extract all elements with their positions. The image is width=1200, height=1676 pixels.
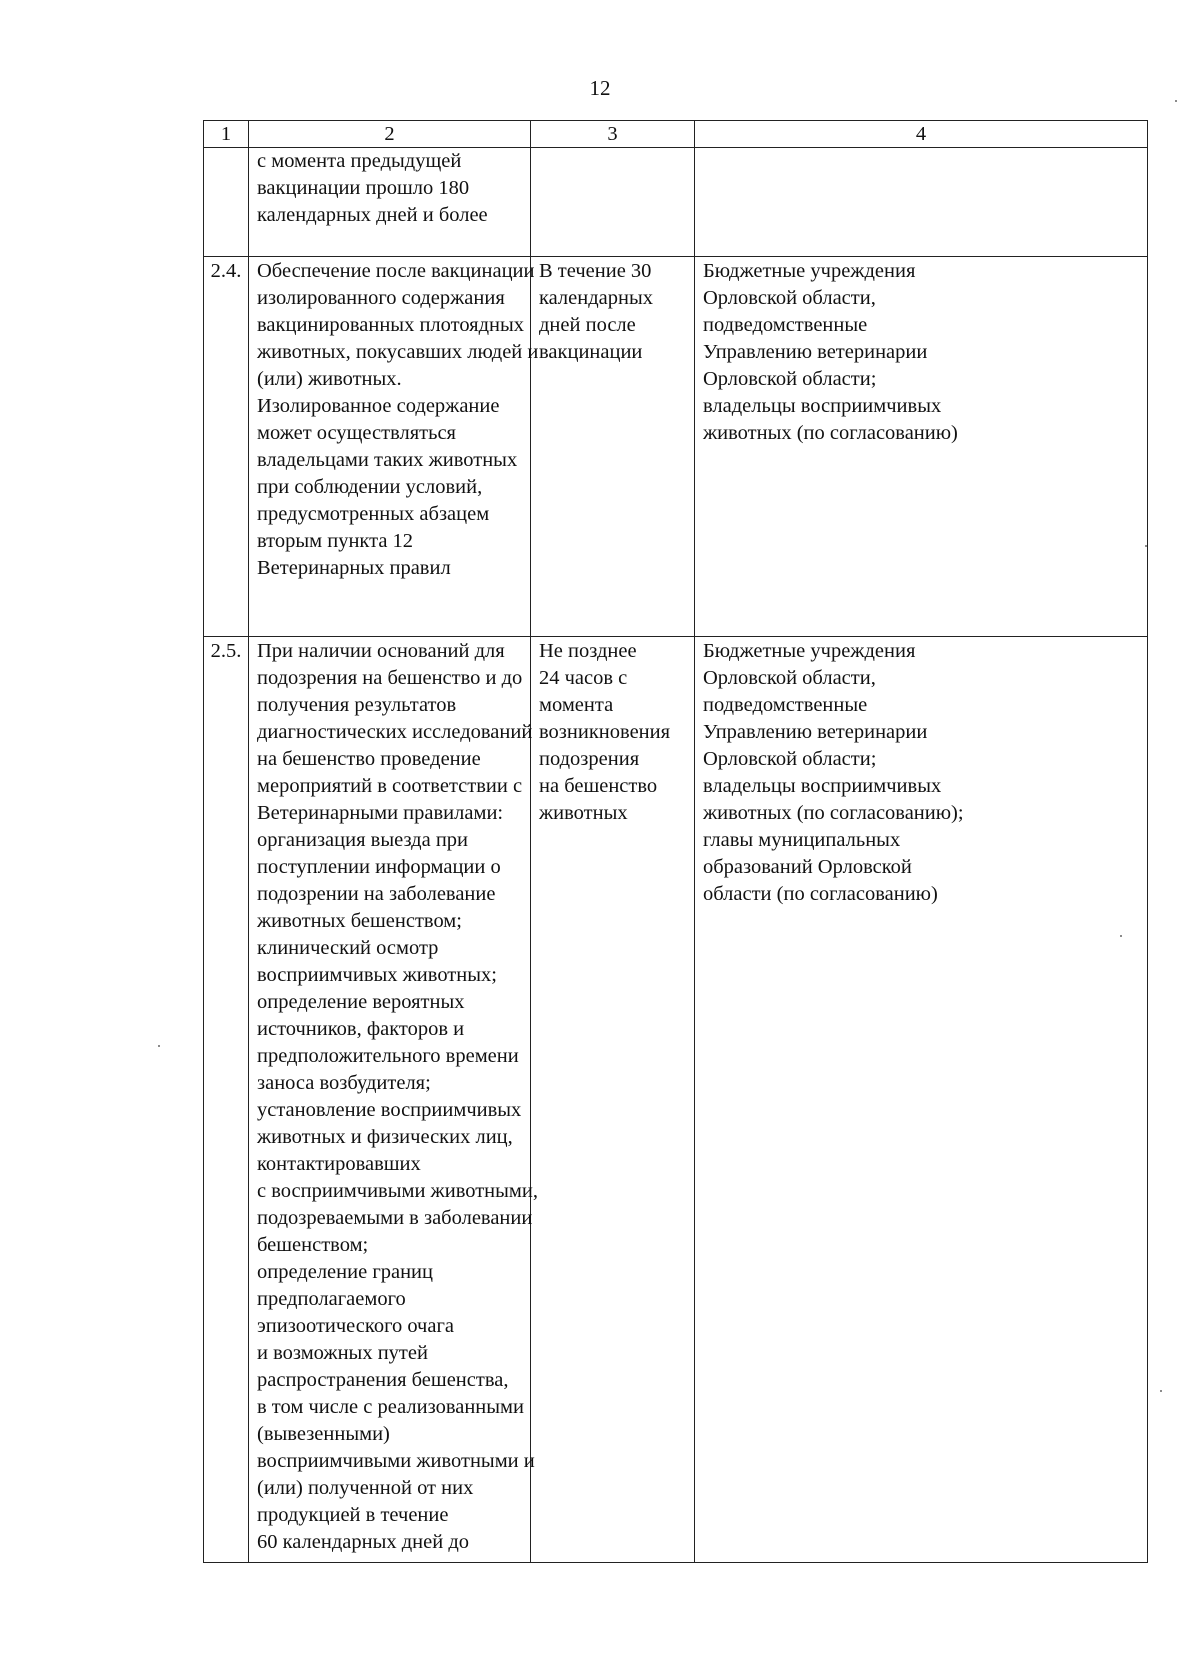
text-line: поступлении информации о <box>257 856 501 878</box>
text-line: бешенством; <box>257 1234 369 1256</box>
text-line: При наличии оснований для <box>257 640 505 662</box>
text-line: животных, покусавших людей и <box>257 341 539 363</box>
text-line: (или) полученной от них <box>257 1477 474 1499</box>
text-line: источников, факторов и <box>257 1018 465 1040</box>
text-line: диагностических исследований <box>257 721 533 743</box>
deadline-cell <box>531 257 695 637</box>
header-col-3: 3 <box>531 121 695 148</box>
text-line: подведомственные <box>703 314 868 336</box>
text-line: эпизоотического очага <box>257 1315 454 1337</box>
text-line: подведомственные <box>703 694 868 716</box>
scan-speck <box>1145 545 1147 547</box>
text-line: продукцией в течение <box>257 1504 449 1526</box>
text-line: 60 календарных дней до <box>257 1531 470 1553</box>
text-line: организация выезда при <box>257 829 469 851</box>
text-line: подозрения <box>539 748 640 770</box>
text-line: животных бешенством; <box>257 910 462 932</box>
scan-speck <box>158 1045 160 1047</box>
text-line: Орловской области; <box>703 748 877 770</box>
text-line: Не позднее <box>539 640 637 662</box>
table-row-2-4 <box>204 257 1148 637</box>
text-line: Ветеринарными правилами: <box>257 802 504 824</box>
text-line: Управлению ветеринарии <box>703 341 928 363</box>
text-line: вакцинированных плотоядных <box>257 314 525 336</box>
header-row <box>204 121 1148 148</box>
text-line: предположительного времени <box>257 1045 519 1067</box>
table-row-continuation <box>204 148 1148 257</box>
measure-cell <box>249 148 531 257</box>
text-line: восприимчивыми животными и <box>257 1450 535 1472</box>
text-line: подозрении на заболевание <box>257 883 496 905</box>
text-line: подозрения на бешенство и до <box>257 667 523 689</box>
measure-cell <box>249 637 538 1563</box>
text-line: момента <box>539 694 614 716</box>
text-line: животных <box>539 802 628 824</box>
responsible-cell <box>695 637 1148 1563</box>
text-line: Бюджетные учреждения <box>703 640 916 662</box>
responsible-cell <box>695 257 1148 637</box>
text-line: календарных дней и более <box>257 204 488 226</box>
text-line: возникновения <box>539 721 671 743</box>
text-line: с восприимчивыми животными, <box>257 1180 538 1202</box>
text-line: с момента предыдущей <box>257 150 462 172</box>
header-col-2: 2 <box>249 121 531 148</box>
text-line: Обеспечение после вакцинации <box>257 260 535 282</box>
measure-cell <box>249 257 539 637</box>
text-line: Управлению ветеринарии <box>703 721 928 743</box>
text-line: дней после <box>539 314 636 336</box>
text-line: получения результатов <box>257 694 457 716</box>
text-line: Бюджетные учреждения <box>703 260 916 282</box>
text-line: (или) животных. <box>257 368 402 390</box>
text-line: в том числе с реализованными <box>257 1396 524 1418</box>
text-line: Орловской области; <box>703 368 877 390</box>
text-line: В течение 30 <box>539 260 652 282</box>
text-line: при соблюдении условий, <box>257 476 483 498</box>
text-line: животных и физических лиц, <box>257 1126 513 1148</box>
text-line: владельцы восприимчивых <box>703 395 942 417</box>
text-line: владельцы восприимчивых <box>703 775 942 797</box>
text-line: изолированного содержания <box>257 287 505 309</box>
text-line: вторым пункта 12 <box>257 530 414 552</box>
deadline-cell <box>531 637 695 1563</box>
text-line: может осуществляться <box>257 422 456 444</box>
text-line: установление восприимчивых <box>257 1099 522 1121</box>
scan-speck <box>1160 1390 1162 1392</box>
text-line: клинический осмотр <box>257 937 439 959</box>
row-number-cell: 2.5. <box>204 637 249 1563</box>
text-line: восприимчивых животных; <box>257 964 497 986</box>
text-line: подозреваемыми в заболевании <box>257 1207 533 1229</box>
row-number-cell <box>204 148 249 257</box>
text-line: определение вероятных <box>257 991 465 1013</box>
text-line: Орловской области, <box>703 667 876 689</box>
text-line: владельцами таких животных <box>257 449 518 471</box>
text-line: животных (по согласованию); <box>703 802 964 824</box>
header-col-1: 1 <box>204 121 249 148</box>
deadline-cell <box>531 148 695 257</box>
table-header <box>204 121 1148 148</box>
scan-speck <box>1120 935 1122 937</box>
text-line: заноса возбудителя; <box>257 1072 431 1094</box>
table-row-2-5 <box>204 637 1148 1563</box>
scan-speck <box>1175 100 1177 102</box>
text-line: главы муниципальных <box>703 829 901 851</box>
text-line: определение границ <box>257 1261 433 1283</box>
text-line: распространения бешенства, <box>257 1369 509 1391</box>
text-line: Орловской области, <box>703 287 876 309</box>
text-line: на бешенство <box>539 775 658 797</box>
text-line: предусмотренных абзацем <box>257 503 490 525</box>
text-line: календарных <box>539 287 654 309</box>
text-line: (вывезенными) <box>257 1423 390 1445</box>
text-line: мероприятий в соответствии с <box>257 775 523 797</box>
text-line: области (по согласованию) <box>703 883 938 905</box>
text-line: вакцинации <box>539 341 643 363</box>
row-number-cell: 2.4. <box>204 257 249 637</box>
page-number: 12 <box>589 76 611 100</box>
measures-table <box>203 120 1148 1563</box>
text-line: на бешенство проведение <box>257 748 481 770</box>
text-line: и возможных путей <box>257 1342 428 1364</box>
text-line: контактировавших <box>257 1153 421 1175</box>
text-line: предполагаемого <box>257 1288 406 1310</box>
text-line: Ветеринарных правил <box>257 557 451 579</box>
text-line: 24 часов с <box>539 667 628 689</box>
text-line: образований Орловской <box>703 856 912 878</box>
text-line: животных (по согласованию) <box>703 422 958 444</box>
text-line: Изолированное содержание <box>257 395 500 417</box>
responsible-cell <box>695 148 1148 257</box>
text-line: вакцинации прошло 180 <box>257 177 470 199</box>
header-col-4: 4 <box>695 121 1148 148</box>
